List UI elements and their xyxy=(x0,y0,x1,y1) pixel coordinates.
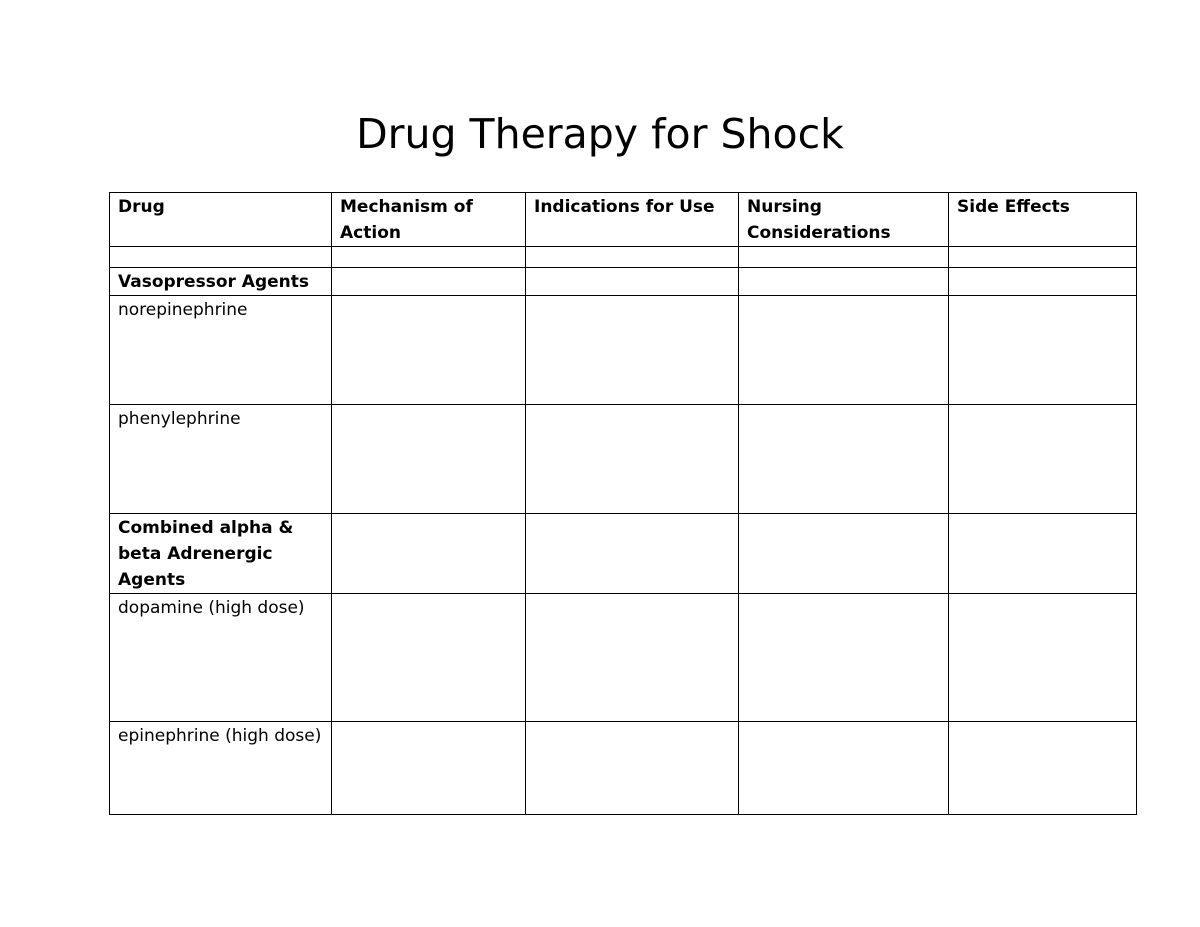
table-cell xyxy=(949,722,1137,815)
table-cell xyxy=(526,722,739,815)
table-cell xyxy=(332,594,526,722)
section-row-combined xyxy=(110,514,1137,594)
table-row-spacer xyxy=(110,247,1137,268)
header-side-effects: Side Effects xyxy=(949,193,1137,247)
drug-name-epinephrine: epinephrine (high dose) xyxy=(110,722,332,815)
table-cell xyxy=(110,247,332,268)
section-row-vasopressor xyxy=(110,268,1137,296)
table-cell xyxy=(332,268,526,296)
table-cell xyxy=(739,268,949,296)
table-cell xyxy=(949,594,1137,722)
table-cell xyxy=(332,405,526,514)
drug-therapy-table xyxy=(109,192,1137,815)
table-cell xyxy=(949,296,1137,405)
table-cell xyxy=(526,514,739,594)
table-cell xyxy=(526,594,739,722)
header-indications-for-use: Indications for Use xyxy=(526,193,739,247)
page-title: Drug Therapy for Shock xyxy=(356,110,844,158)
table-row-epinephrine xyxy=(110,722,1137,815)
table-cell xyxy=(332,247,526,268)
table-cell xyxy=(739,247,949,268)
drug-name-phenylephrine: phenylephrine xyxy=(110,405,332,514)
section-label-combined-agents: Combined alpha & beta Adrenergic Agents xyxy=(110,514,332,594)
header-nursing-considerations: Nursing Considerations xyxy=(739,193,949,247)
table-cell xyxy=(949,247,1137,268)
table-row-phenylephrine xyxy=(110,405,1137,514)
table-cell xyxy=(949,514,1137,594)
table-cell xyxy=(526,268,739,296)
table-cell xyxy=(526,296,739,405)
table-cell xyxy=(739,722,949,815)
section-label-vasopressor-agents: Vasopressor Agents xyxy=(110,268,332,296)
table-cell xyxy=(526,247,739,268)
table-cell xyxy=(332,296,526,405)
drug-name-dopamine: dopamine (high dose) xyxy=(110,594,332,722)
table-cell xyxy=(949,268,1137,296)
table-cell xyxy=(739,405,949,514)
table-cell xyxy=(332,722,526,815)
table-cell xyxy=(949,405,1137,514)
table-row-norepinephrine xyxy=(110,296,1137,405)
table-cell xyxy=(739,594,949,722)
table-cell xyxy=(739,514,949,594)
table-cell xyxy=(739,296,949,405)
header-drug: Drug xyxy=(110,193,332,247)
header-mechanism-of-action: Mechanism of Action xyxy=(332,193,526,247)
drug-name-norepinephrine: norepinephrine xyxy=(110,296,332,405)
table-row-dopamine xyxy=(110,594,1137,722)
table-cell xyxy=(526,405,739,514)
table-cell xyxy=(332,514,526,594)
table-header-row xyxy=(110,193,1137,247)
